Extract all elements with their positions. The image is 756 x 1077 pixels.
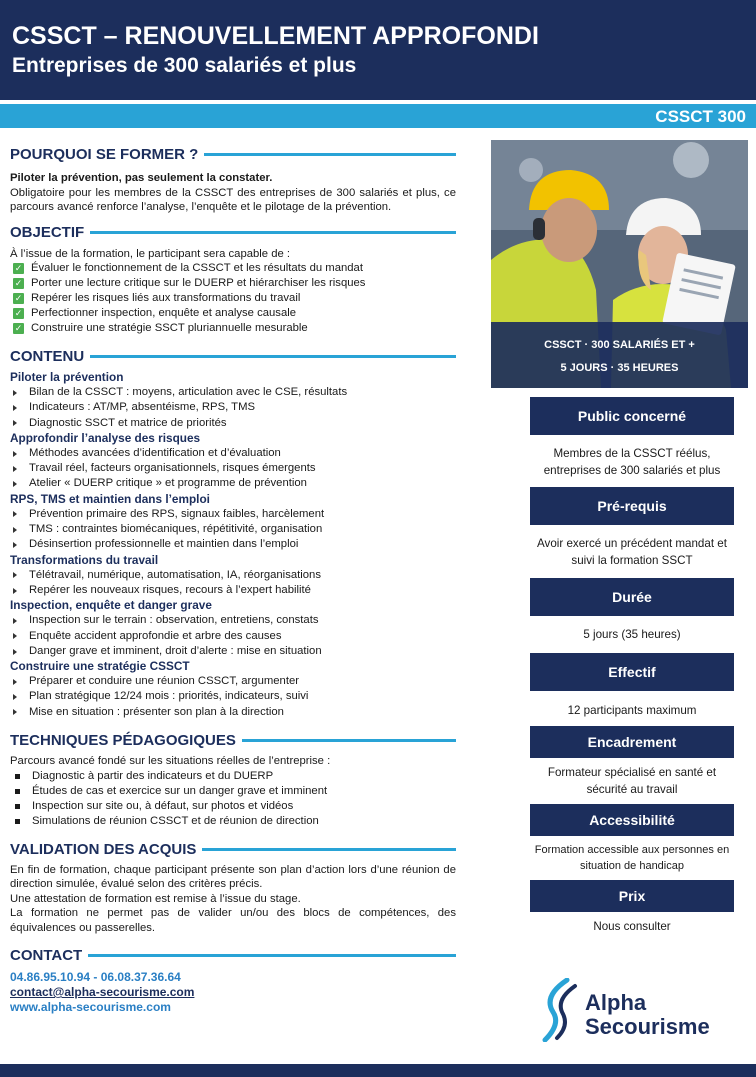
- prerequis-text: Avoir exercé un précédent mandat et suivi la formation SSCT: [537, 537, 727, 567]
- public-label: Public concerné: [530, 397, 734, 435]
- course-code: CSSCT 300: [655, 107, 746, 126]
- contenu-group-title: Transformations du travail: [10, 552, 159, 567]
- logo-text-secourisme: Secourisme: [585, 1014, 710, 1039]
- accessibilite-label: Accessibilité: [530, 804, 734, 836]
- effectif-label: Effectif: [530, 653, 734, 691]
- bullet-icon: [15, 819, 20, 824]
- section-rule: [202, 848, 456, 851]
- list-item: ✓ Porter une lecture critique sur le DUERP et hiérarchiser les risques: [14, 277, 366, 289]
- bullet-icon: [13, 588, 17, 594]
- alpha-secourisme-logo: [537, 978, 737, 1042]
- logo-mark-icon: [537, 978, 581, 1042]
- duree-text: 5 jours (35 heures): [583, 628, 681, 641]
- logo-text-alpha: Alpha: [585, 990, 647, 1015]
- validation-p1: En fin de formation, chaque participant présente son plan d’action lors d’une réunion de direction simulée, évalué selon des critères précis.: [10, 863, 456, 891]
- photo-caption-line1: CSSCT · 300 SALARIÉS ET +: [544, 339, 695, 351]
- validation-p3: La formation ne permet pas de valider un/ou des blocs de compétences, des équivalences ou passerelles.: [10, 907, 456, 934]
- bullet-icon: [15, 804, 20, 809]
- check-icon: ✓: [14, 293, 23, 303]
- check-icon: ✓: [14, 263, 23, 273]
- section-rule: [90, 355, 456, 358]
- bullet-icon: [13, 542, 17, 548]
- bullet-icon: [13, 405, 17, 411]
- bullet-icon: [13, 451, 17, 457]
- code-stripe: [0, 104, 756, 128]
- list-item: Enquête accident approfondie et arbre des causes: [10, 629, 456, 644]
- list-item: TMS : contraintes biomécaniques, répétitivité, organisation: [10, 522, 456, 537]
- list-item: Simulations de réunion CSSCT et de réunion de direction: [10, 814, 456, 829]
- footer-bar: [0, 1064, 756, 1077]
- contenu-group-title: Approfondir l’analyse des risques: [10, 430, 201, 445]
- list-item: Danger grave et imminent, droit d’alerte : mise en situation: [10, 644, 456, 659]
- list-item: ✓ Perfectionner inspection, enquête et analyse causale: [14, 307, 297, 319]
- bullet-icon: [13, 420, 17, 426]
- techniques-intro: Parcours avancé fondé sur les situations réelles de l’entreprise :: [10, 755, 331, 768]
- hero-photo: [491, 140, 748, 388]
- bullet-icon: [13, 511, 17, 517]
- list-item: Travail réel, facteurs organisationnels, risques émergents: [10, 461, 456, 476]
- bullet-icon: [13, 527, 17, 533]
- list-item: Repérer les nouveaux risques, recours à l’expert habilité: [10, 583, 456, 598]
- objectif-list: [10, 261, 456, 336]
- section-rule: [204, 153, 456, 156]
- list-item: Études de cas et exercice sur un danger grave et imminent: [10, 784, 456, 799]
- techniques-list: [10, 769, 456, 829]
- contact-website-link[interactable]: www.alpha-secourisme.com: [10, 1000, 171, 1015]
- list-item: Mise en situation : présenter son plan à la direction: [10, 705, 456, 720]
- check-icon: ✓: [14, 308, 23, 318]
- bullet-icon: [13, 649, 17, 655]
- check-icon: ✓: [14, 323, 23, 333]
- section-title-techniques: TECHNIQUES PÉDAGOGIQUES: [10, 732, 456, 749]
- encadrement-text: Formateur spécialisé en santé et sécurité au travail: [547, 766, 717, 796]
- section-rule: [88, 954, 456, 957]
- objectif-intro: À l’issue de la formation, le participant sera capable de :: [10, 247, 291, 260]
- section-title-validation: VALIDATION DES ACQUIS: [10, 841, 456, 858]
- bullet-icon: [13, 572, 17, 578]
- main-column: [10, 140, 456, 1015]
- list-item: Télétravail, numérique, automatisation, IA, réorganisations: [10, 568, 456, 583]
- list-item: ✓ Construire une stratégie SSCT pluriannuelle mesurable: [14, 322, 308, 334]
- accessibilite-text: Formation accessible aux personnes en situation de handicap: [534, 844, 730, 872]
- photo-caption-line2: 5 JOURS · 35 HEURES: [560, 362, 679, 374]
- bullet-icon: [13, 390, 17, 396]
- prerequis-label: Pré-requis: [530, 487, 734, 525]
- section-rule: [242, 739, 456, 742]
- bullet-icon: [15, 789, 20, 794]
- contenu-group-title: Piloter la prévention: [10, 370, 124, 384]
- bullet-icon: [13, 481, 17, 487]
- contenu-group-title: Inspection, enquête et danger grave: [10, 598, 212, 613]
- list-item: Indicateurs : AT/MP, absentéisme, RPS, TMS: [10, 400, 456, 415]
- list-item: Préparer et conduire une réunion CSSCT, argumenter: [10, 674, 456, 689]
- bullet-icon: [13, 679, 17, 685]
- pourquoi-lead: Piloter la prévention, pas seulement la constater.: [10, 172, 273, 184]
- duree-label: Durée: [530, 578, 734, 616]
- list-item: Prévention primaire des RPS, signaux faibles, harcèlement: [10, 507, 456, 522]
- bullet-icon: [13, 466, 17, 472]
- prix-text: Nous consulter: [593, 920, 671, 933]
- prix-label: Prix: [530, 880, 734, 912]
- list-item: Plan stratégique 12/24 mois : priorités, indicateurs, suivi: [10, 689, 456, 704]
- contact-phones[interactable]: 04.86.95.10.94 - 06.08.37.36.64: [10, 970, 181, 985]
- contenu-group-title: Construire une stratégie CSSCT: [10, 659, 190, 674]
- section-title-contact: CONTACT: [10, 947, 456, 964]
- list-item: Bilan de la CSSCT : moyens, articulation avec le CSE, résultats: [10, 385, 456, 400]
- contact-email-link[interactable]: contact@alpha-secourisme.com: [10, 985, 195, 1000]
- list-item: ✓ Repérer les risques liés aux transformations du travail: [14, 292, 301, 304]
- list-item: Méthodes avancées d’identification et d’évaluation: [10, 446, 456, 461]
- effectif-text: 12 participants maximum: [567, 704, 697, 717]
- list-item: Inspection sur le terrain : observation, entretiens, constats: [10, 613, 456, 628]
- bullet-icon: [13, 633, 17, 639]
- list-item: Désinsertion professionnelle et maintien dans l’emploi: [10, 537, 456, 552]
- section-rule: [90, 231, 456, 234]
- bullet-icon: [15, 774, 20, 779]
- list-item: Atelier « DUERP critique » et programme de prévention: [10, 476, 456, 491]
- list-item: ✓ Évaluer le fonctionnement de la CSSCT et les résultats du mandat: [14, 262, 363, 274]
- page-title: CSSCT – RENOUVELLEMENT APPROFONDI: [12, 22, 539, 50]
- list-item: Inspection sur site ou, à défaut, sur photos et vidéos: [10, 799, 456, 814]
- section-title-objectif: OBJECTIF: [10, 224, 456, 241]
- bullet-icon: [13, 694, 17, 700]
- section-title-pourquoi: POURQUOI SE FORMER ?: [10, 146, 456, 163]
- bullet-icon: [13, 618, 17, 624]
- check-icon: ✓: [14, 278, 23, 288]
- photo-caption-band: [491, 322, 748, 388]
- section-title-contenu: CONTENU: [10, 348, 456, 365]
- contenu-group-title: RPS, TMS et maintien dans l’emploi: [10, 491, 210, 506]
- header-banner: [0, 0, 756, 100]
- public-text: Membres de la CSSCT réélus, entreprises de 300 salariés et plus: [543, 447, 721, 477]
- list-item: Diagnostic SSCT et matrice de priorités: [10, 416, 456, 431]
- list-item: Diagnostic à partir des indicateurs et du DUERP: [10, 769, 456, 784]
- pourquoi-text: Obligatoire pour les membres de la CSSCT des entreprises de 300 salariés et plus, ce parcours avancé renforce l’analyse, l’enquête et le pilotage de la prévention.: [10, 186, 456, 213]
- validation-p2: Une attestation de formation est remise à l’issue du stage.: [10, 892, 301, 905]
- bullet-icon: [13, 709, 17, 715]
- page-subtitle: Entreprises de 300 salariés et plus: [12, 54, 357, 77]
- contenu-body: [10, 370, 456, 720]
- encadrement-label: Encadrement: [530, 726, 734, 758]
